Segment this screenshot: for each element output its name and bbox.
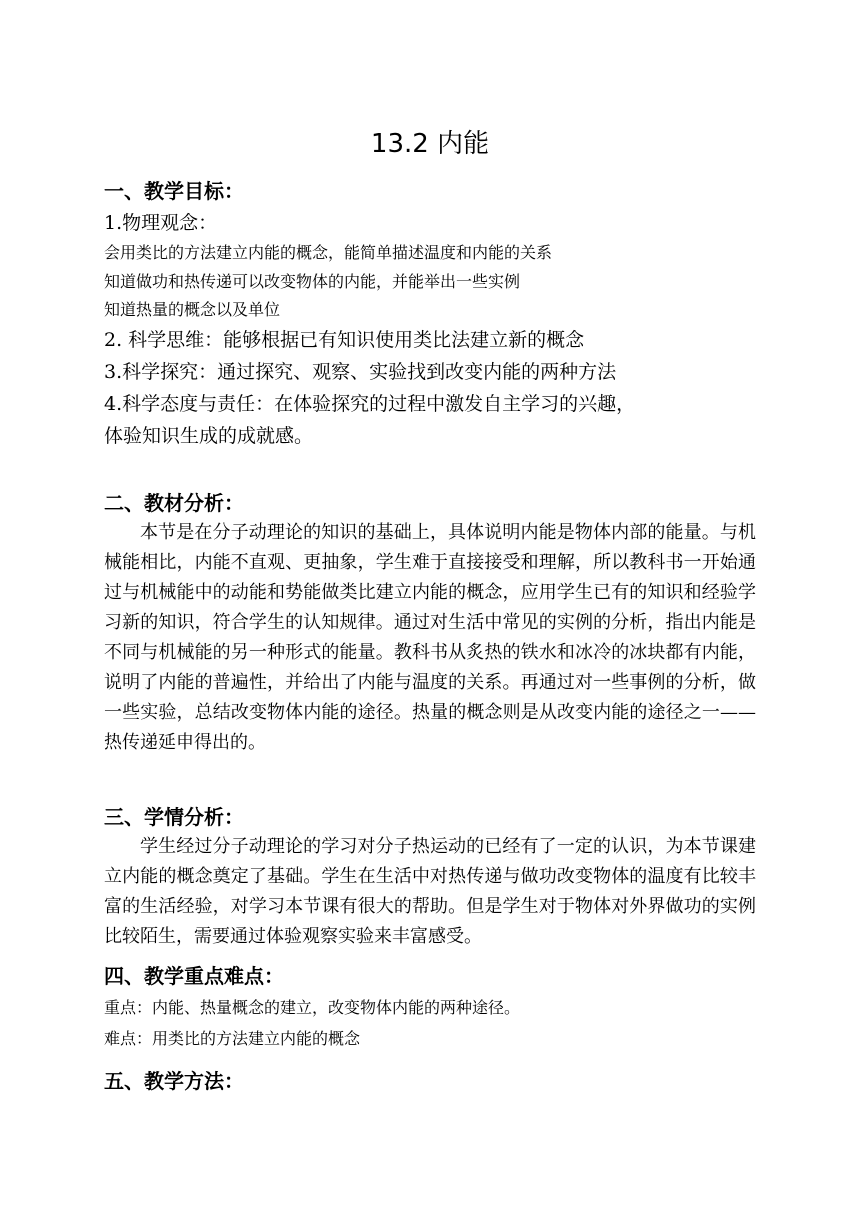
objective-item-3: 3.科学探究：通过探究、观察、实验找到改变内能的两种方法	[104, 361, 617, 383]
objective-item-1: 1.物理观念：	[104, 212, 218, 234]
key-point-text: 重点：内能、热量概念的建立，改变物体内能的两种途径。	[104, 998, 521, 1017]
objective-item-4-continued: 体验知识生成的成就感。	[104, 425, 314, 447]
section-heading-objectives: 一、教学目标：	[104, 179, 244, 203]
textbook-analysis-paragraph: 本节是在分子动理论的知识的基础上，具体说明内能是物体内部的能量。与机械能相比，内能不直观、更抽象，学生难于直接接受和理解，所以教科书一开始通过与机械能中的动能和势能做类比建立内能的概念，应用学生已有的知识和经验学习新的知识，符合学生的认知规律。通过对生活中常见的实例的分析，指出内能是不同与机械能的另一种形式的能量。教科书从炙热的铁水和冰冷的冰块都有内能，说明了内能的普遍性，并给出了内能与温度的关系。再通过对一些事例的分析，做一些实验，总结改变物体内能的途径。热量的概念则是从改变内能的途径之一——热传递延申得出的。	[104, 522, 756, 753]
objective-subitem-2: 知道做功和热传递可以改变物体的内能，并能举出一些实例	[104, 272, 521, 291]
section-heading-teaching-methods: 五、教学方法：	[104, 1069, 244, 1093]
objective-subitem-1: 会用类比的方法建立内能的概念，能简单描述温度和内能的关系	[104, 243, 553, 262]
page-title: 13.2 内能	[370, 129, 490, 159]
objective-item-4: 4.科学态度与责任：在体验探究的过程中激发自主学习的兴趣，	[104, 393, 636, 415]
section-heading-textbook-analysis: 二、教材分析：	[104, 491, 244, 515]
section-heading-key-points: 四、教学重点难点：	[104, 964, 284, 988]
difficulty-text: 难点：用类比的方法建立内能的概念	[104, 1029, 361, 1048]
objective-item-2: 2. 科学思维：能够根据已有知识使用类比法建立新的概念	[104, 329, 585, 351]
objective-subitem-3: 知道热量的概念以及单位	[104, 300, 281, 319]
section-heading-student-analysis: 三、学情分析：	[104, 805, 244, 829]
student-analysis-paragraph: 学生经过分子动理论的学习对分子热运动的已经有了一定的认识，为本节课建立内能的概念奠定了基础。学生在生活中对热传递与做功改变物体的温度有比较丰富的生活经验，对学习本节课有很大的帮助。但是学生对于物体对外界做功的实例比较陌生，需要通过体验观察实验来丰富感受。	[104, 836, 756, 947]
